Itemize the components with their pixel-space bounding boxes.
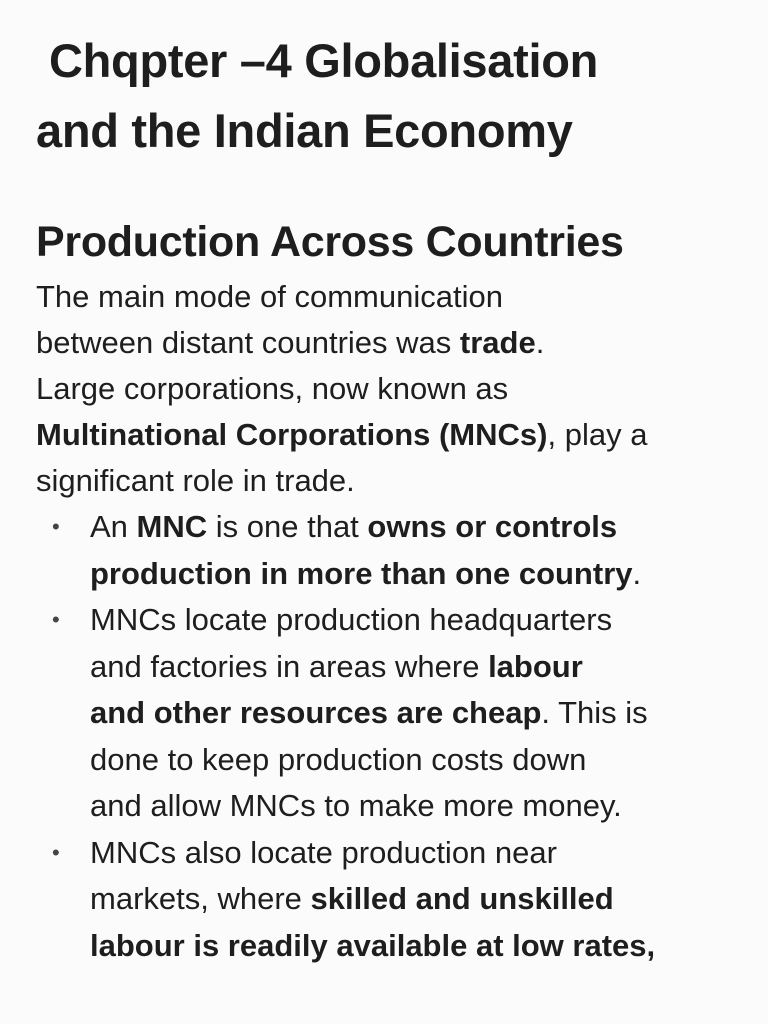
- point-2-line-3: [90, 690, 738, 737]
- intro-paragraph: [36, 274, 738, 504]
- point-2-line-4: done to keep production costs down: [90, 741, 587, 777]
- keyword-trade: trade: [459, 325, 536, 360]
- list-item: [36, 830, 738, 970]
- keyword-skilled-unskilled: skilled and unskilled: [310, 881, 614, 916]
- intro-line-2: [36, 320, 738, 366]
- intro-text: , play a: [547, 417, 648, 452]
- intro-text: between distant countries was: [36, 325, 460, 360]
- point-text: . This is: [541, 695, 648, 730]
- intro-line-1: The main mode of communication: [36, 279, 503, 314]
- bullet-dot-icon: •: [52, 839, 60, 865]
- point-text: .: [632, 555, 642, 591]
- point-2-line-5: and allow MNCs to make more money.: [90, 788, 622, 823]
- intro-text: .: [535, 325, 545, 360]
- keyword-mncs: Multinational Corporations (MNCs): [36, 417, 548, 452]
- keyword-labour: labour: [488, 648, 583, 684]
- point-text: An: [90, 509, 137, 544]
- chapter-title-line-1: Chqpter –4 Globalisation: [49, 34, 599, 87]
- point-2-line-1: MNCs locate production headquarters: [90, 602, 613, 637]
- intro-line-3: Large corporations, now known as: [36, 371, 509, 406]
- list-item: [36, 504, 738, 597]
- section-heading: Production Across Countries: [36, 218, 624, 266]
- chapter-title: [36, 0, 738, 166]
- intro-line-5: significant role in trade.: [36, 463, 355, 498]
- keyword-owns-controls: owns or controls: [367, 509, 618, 544]
- keyword-mnc: MNC: [136, 509, 208, 544]
- point-3-line-3: [90, 923, 738, 970]
- point-1-line-1: [90, 504, 738, 551]
- point-text: markets, where: [90, 881, 311, 916]
- keyword-resources-cheap: and other resources are cheap: [90, 695, 542, 730]
- chapter-title-line-2: and the Indian Economy: [36, 104, 573, 157]
- bullet-list: [36, 504, 738, 969]
- point-3-line-1: MNCs also locate production near: [90, 834, 557, 870]
- point-3-line-2: [90, 876, 738, 923]
- keyword-labour-available: labour is readily available at low rates,: [90, 927, 656, 963]
- point-1-line-2: [90, 551, 738, 598]
- point-text: and factories in areas where: [90, 648, 489, 684]
- list-item: [36, 597, 738, 830]
- bullet-dot-icon: •: [52, 607, 60, 632]
- point-text: is one that: [207, 509, 368, 544]
- point-2-line-2: [90, 644, 738, 691]
- intro-line-4: [36, 412, 738, 458]
- keyword-production: production in more than one country: [90, 555, 633, 591]
- bullet-dot-icon: •: [52, 514, 60, 539]
